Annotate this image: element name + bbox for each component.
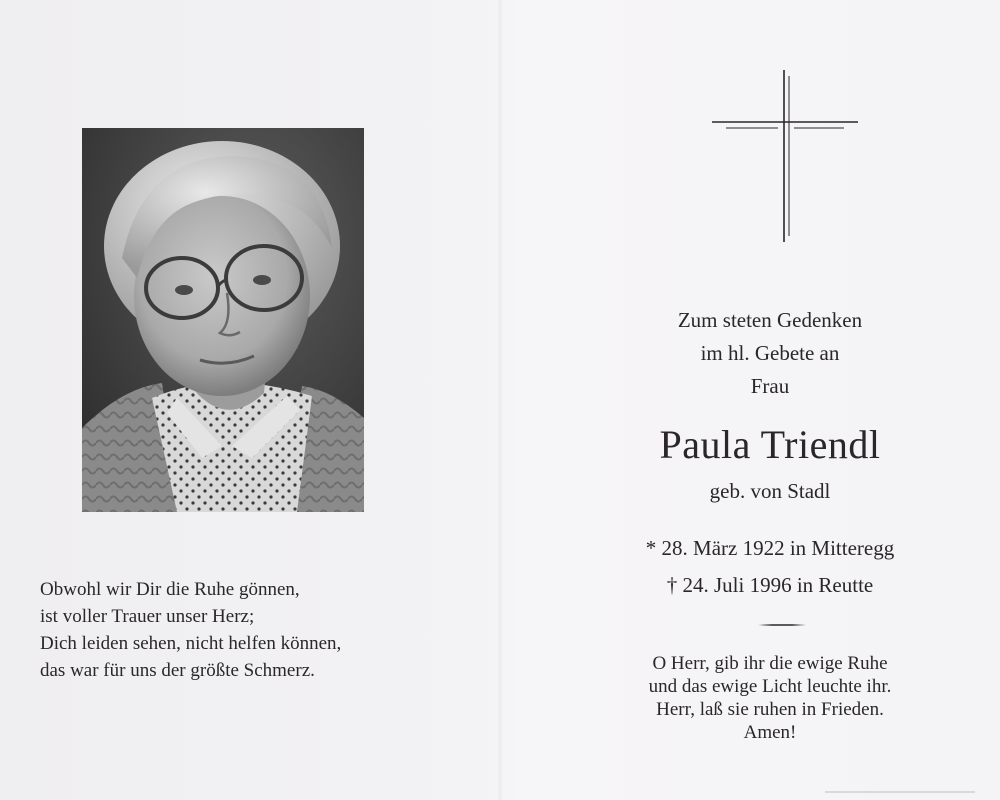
poem	[40, 576, 470, 684]
intro-line: Frau	[750, 374, 790, 398]
intro-line: im hl. Gebete an	[700, 341, 840, 365]
poem-line: Dich leiden sehen, nicht helfen können,	[40, 633, 342, 654]
birth-date: * 28. März 1922 in Mitteregg	[645, 536, 895, 560]
portrait-photo-drawing	[82, 128, 364, 512]
prayer	[560, 652, 980, 744]
intro-line: Zum steten Gedenken	[677, 308, 863, 332]
poem-line: Obwohl wir Dir die Ruhe gönnen,	[40, 579, 300, 600]
prayer-line: O Herr, gib ihr die ewige Ruhe	[652, 653, 888, 674]
cross-icon	[712, 70, 858, 242]
prayer-line: Amen!	[743, 722, 797, 743]
portrait-photo	[82, 128, 364, 512]
life-dates	[560, 530, 980, 604]
prayer-line: und das ewige Licht leuchte ihr.	[648, 676, 892, 697]
deceased-name: Paula Triendl	[659, 422, 881, 467]
poem-line: das war für uns der größte Schmerz.	[40, 660, 315, 681]
maiden-name: geb. von Stadl	[709, 479, 831, 503]
intro	[560, 304, 980, 403]
death-date: † 24. Juli 1996 in Reutte	[666, 573, 874, 597]
divider-ornament	[758, 623, 806, 627]
prayer-line: Herr, laß sie ruhen in Frieden.	[656, 699, 884, 720]
printer-mark	[825, 788, 975, 796]
card-fold	[497, 0, 503, 800]
poem-line: ist voller Trauer unser Herz;	[40, 606, 255, 627]
